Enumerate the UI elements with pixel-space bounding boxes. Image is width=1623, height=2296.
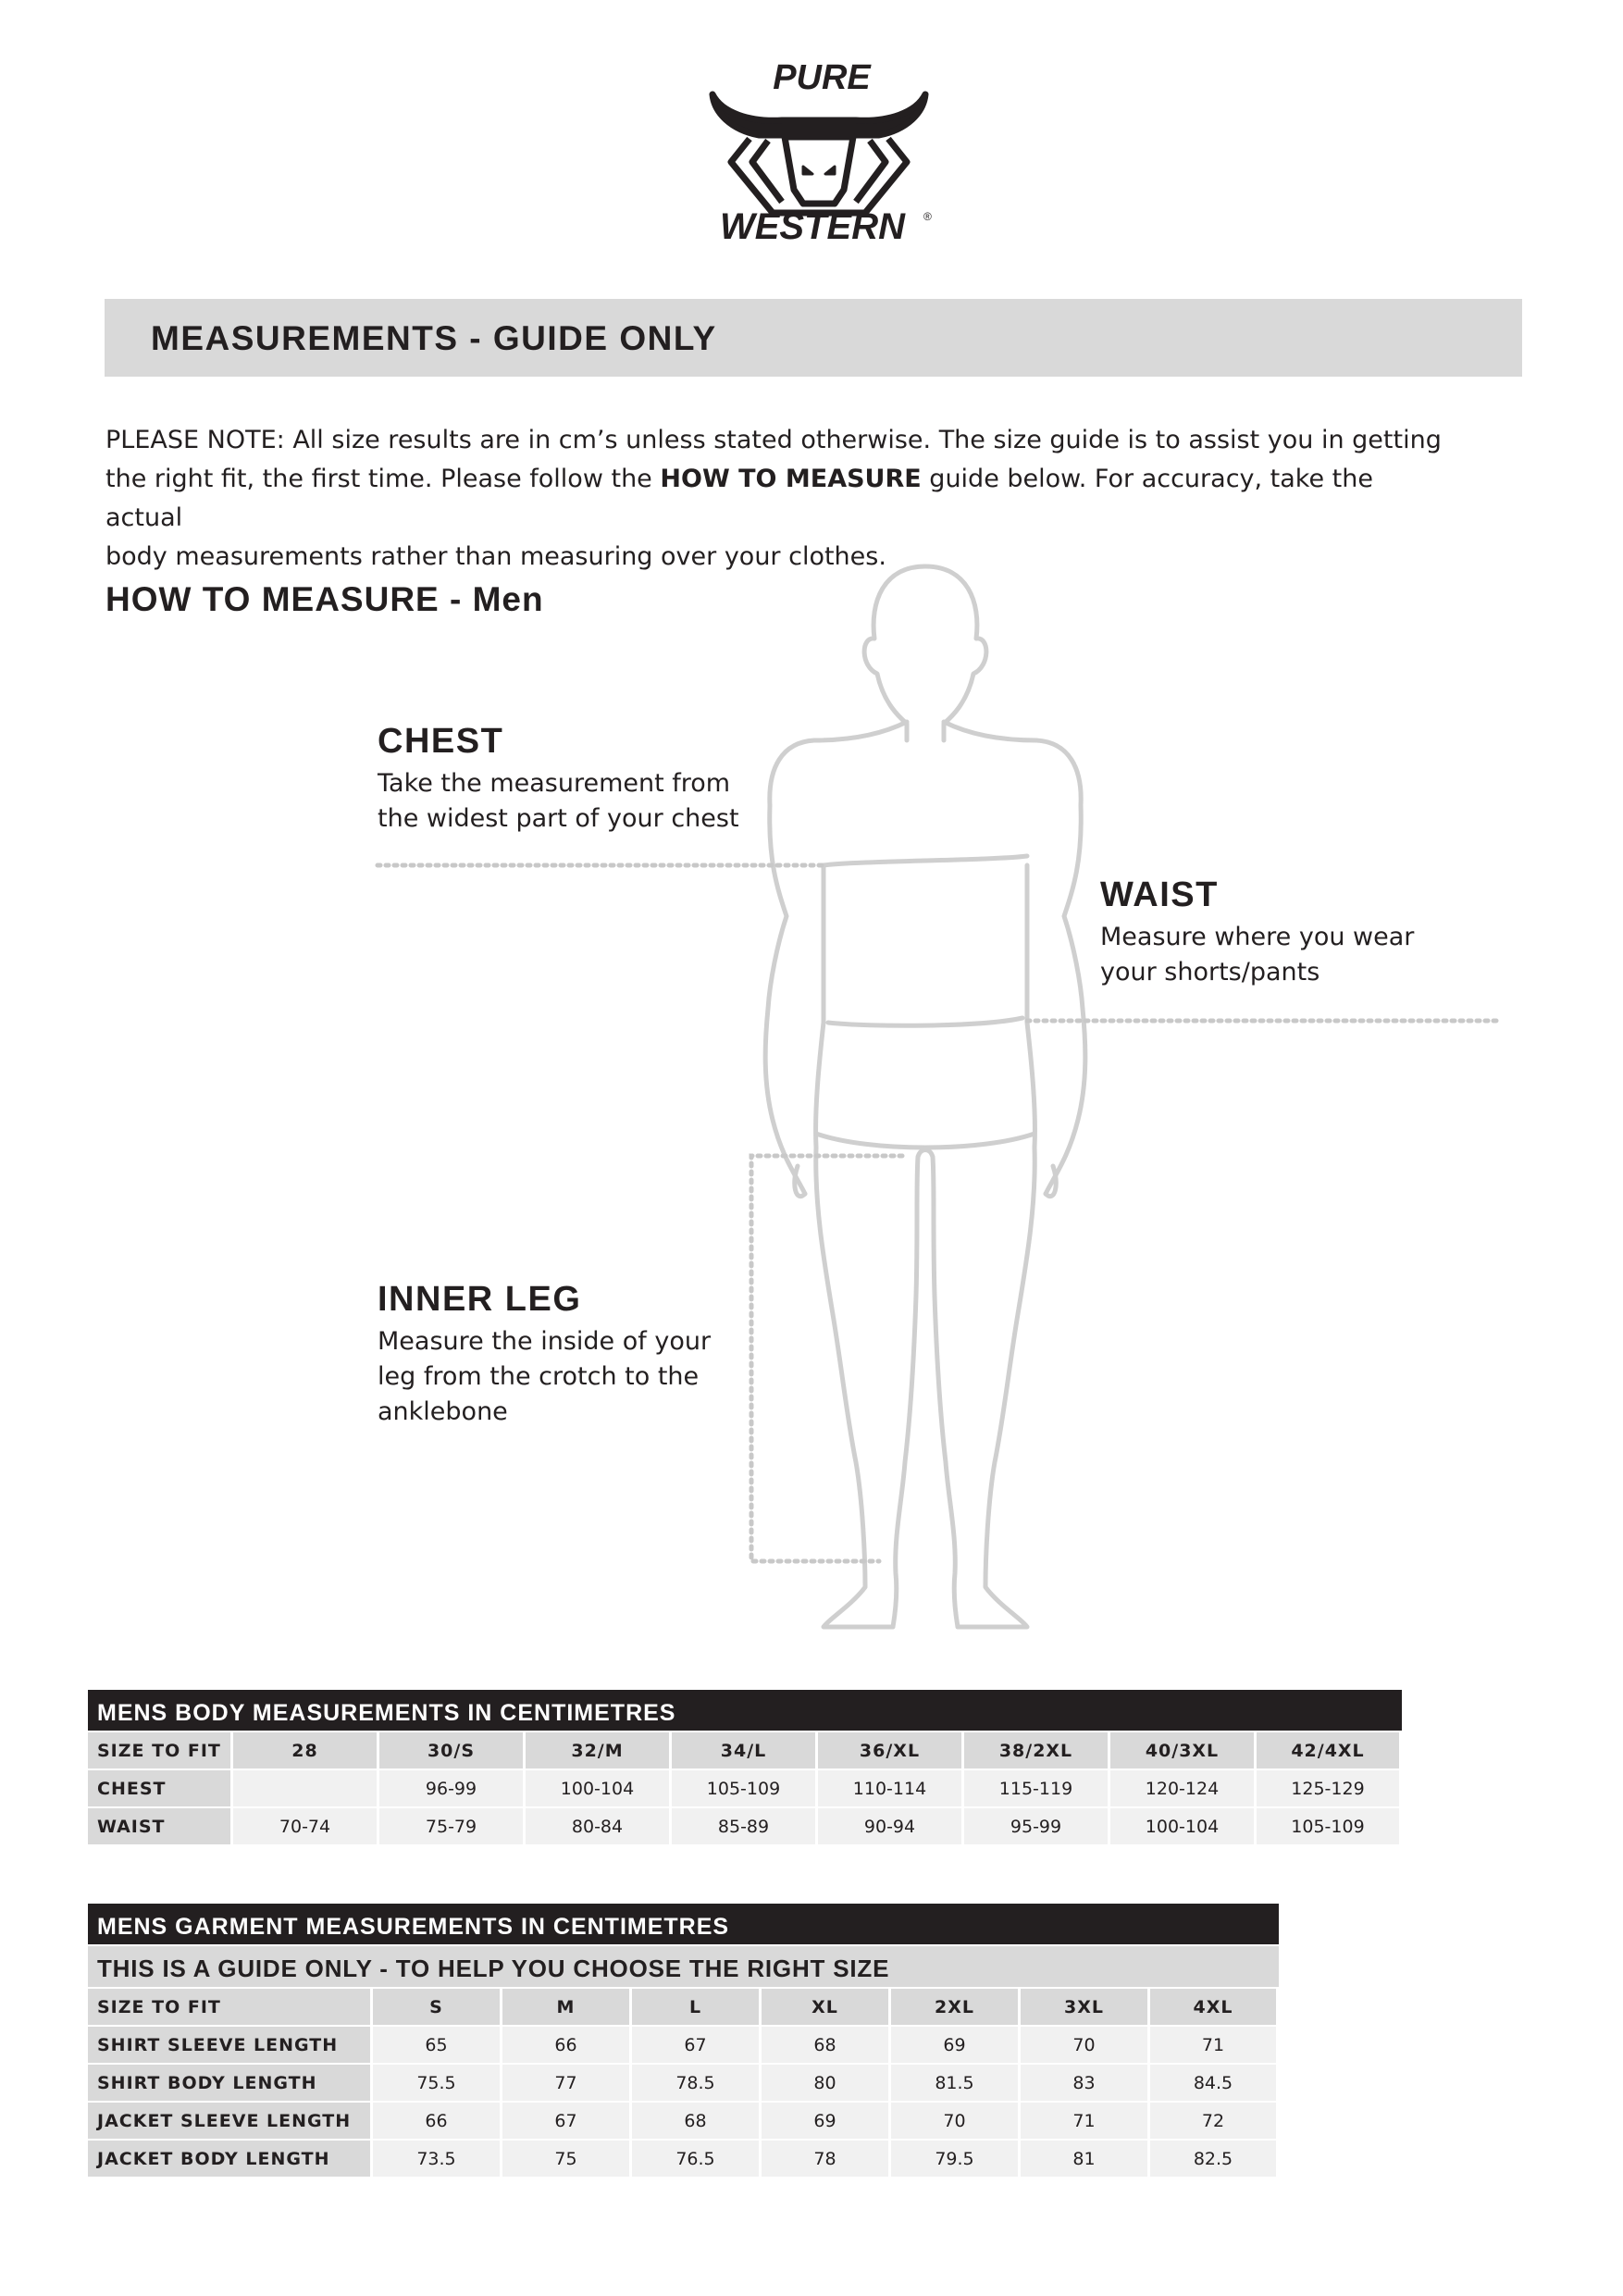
table-cell: 80-84 — [526, 1806, 672, 1844]
waist-description-line-2: your shorts/pants — [1100, 958, 1320, 987]
table-row — [88, 2139, 1279, 2177]
table-cell: 90-94 — [818, 1806, 964, 1844]
table-cell: 95-99 — [964, 1806, 1110, 1844]
section-banner — [105, 299, 1522, 377]
note-line-2 — [105, 460, 1456, 538]
table-cell: 77 — [502, 2063, 632, 2101]
table-header-cell: 4XL — [1150, 1987, 1279, 2025]
chest-description-line-2: the widest part of your chest — [378, 804, 739, 833]
row-label: JACKET BODY LENGTH — [88, 2139, 373, 2177]
table-header-cell: 28 — [233, 1731, 379, 1769]
pure-western-logo — [694, 56, 944, 250]
table-row — [88, 2101, 1279, 2139]
chest-description — [378, 766, 766, 837]
mens-garment-measurements-table — [88, 1904, 1279, 2177]
table-header-row — [88, 1731, 1402, 1769]
table-header-cell: M — [502, 1987, 632, 2025]
table-cell: 66 — [373, 2101, 502, 2139]
table-cell: 79.5 — [891, 2139, 1021, 2177]
table-cell: 81 — [1021, 2139, 1150, 2177]
table-cell: 82.5 — [1150, 2139, 1279, 2177]
table-cell: 69 — [891, 2025, 1021, 2063]
table-header-cell: 34/L — [672, 1731, 818, 1769]
waist-description-line-1: Measure where you wear — [1100, 923, 1415, 951]
table-header-cell: S — [373, 1987, 502, 2025]
table-cell: 110-114 — [818, 1769, 964, 1806]
inner-leg-description-line-2: leg from the crotch to the — [378, 1362, 700, 1391]
table-cell: 75 — [502, 2139, 632, 2177]
table-title: MENS GARMENT MEASUREMENTS IN CENTIMETRES — [88, 1904, 1279, 1944]
row-label: WAIST — [88, 1806, 233, 1844]
note-line-2-pre: the right fit, the first time. Please follow the — [105, 465, 661, 493]
table-cell: 96-99 — [379, 1769, 526, 1806]
table-subtitle: THIS IS A GUIDE ONLY - TO HELP YOU CHOOSE THE RIGHT SIZE — [88, 1944, 1279, 1987]
inner-leg-description-line-3: anklebone — [378, 1397, 508, 1426]
table-cell: 81.5 — [891, 2063, 1021, 2101]
table-cell: 75-79 — [379, 1806, 526, 1844]
waist-description — [1100, 920, 1489, 990]
note-how-to-measure-bold: HOW TO MEASURE — [660, 465, 922, 493]
table-cell: 125-129 — [1257, 1769, 1402, 1806]
page-title: MEASUREMENTS - GUIDE ONLY — [151, 319, 717, 357]
note-line-2-post: guide below. For accuracy, take the actual — [105, 465, 1373, 532]
table-header-cell: 40/3XL — [1110, 1731, 1257, 1769]
table-cell: 69 — [762, 2101, 891, 2139]
table-header-cell: 38/2XL — [964, 1731, 1110, 1769]
table-cell: 70-74 — [233, 1806, 379, 1844]
table-cell: 84.5 — [1150, 2063, 1279, 2101]
table-cell: 120-124 — [1110, 1769, 1257, 1806]
table-cell: 65 — [373, 2025, 502, 2063]
table-header-cell: 2XL — [891, 1987, 1021, 2025]
row-label: CHEST — [88, 1769, 233, 1806]
bull-head-icon — [712, 94, 925, 213]
table-header-row — [88, 1987, 1279, 2025]
note-line-1: PLEASE NOTE: All size results are in cm’s unless stated otherwise. The size guide is to assist you in getting — [105, 426, 1442, 454]
table-cell: 73.5 — [373, 2139, 502, 2177]
row-label: SHIRT BODY LENGTH — [88, 2063, 373, 2101]
inner-leg-guide-line — [751, 1156, 902, 1561]
mens-body-measurements-table — [88, 1690, 1402, 1844]
table-header-cell: SIZE TO FIT — [88, 1987, 373, 2025]
body-silhouette — [765, 566, 1085, 1627]
registered-mark: ® — [923, 210, 932, 223]
logo-text-western: WESTERN — [720, 206, 905, 247]
table-header-cell: 42/4XL — [1257, 1731, 1402, 1769]
row-label: SHIRT SLEEVE LENGTH — [88, 2025, 373, 2063]
table-cell: 72 — [1150, 2101, 1279, 2139]
note-line-3: body measurements rather than measuring over your clothes. — [105, 542, 886, 571]
table-cell: 70 — [1021, 2025, 1150, 2063]
how-to-measure-heading: HOW TO MEASURE - Men — [105, 580, 544, 618]
table-title-row — [88, 1690, 1402, 1731]
inner-leg-description — [378, 1324, 766, 1430]
table-cell: 71 — [1150, 2025, 1279, 2063]
row-label: JACKET SLEEVE LENGTH — [88, 2101, 373, 2139]
table-cell: 66 — [502, 2025, 632, 2063]
table-title-row — [88, 1904, 1279, 1944]
table-header-cell: 32/M — [526, 1731, 672, 1769]
table-cell: 115-119 — [964, 1769, 1110, 1806]
table-cell: 105-109 — [672, 1769, 818, 1806]
table-cell — [233, 1769, 379, 1806]
table-cell: 68 — [762, 2025, 891, 2063]
table-cell: 71 — [1021, 2101, 1150, 2139]
table-cell: 83 — [1021, 2063, 1150, 2101]
table-header-cell: XL — [762, 1987, 891, 2025]
table-cell: 70 — [891, 2101, 1021, 2139]
waist-heading: WAIST — [1100, 875, 1219, 914]
table-row — [88, 1769, 1402, 1806]
please-note-paragraph — [105, 421, 1456, 577]
chest-heading: CHEST — [378, 722, 504, 761]
table-cell: 85-89 — [672, 1806, 818, 1844]
table-header-cell: 36/XL — [818, 1731, 964, 1769]
table-cell: 100-104 — [526, 1769, 672, 1806]
table-header-cell: L — [632, 1987, 762, 2025]
inner-leg-heading: INNER LEG — [378, 1280, 582, 1319]
table-row — [88, 1806, 1402, 1844]
logo-text-pure: PURE — [773, 58, 871, 97]
table-header-cell: 30/S — [379, 1731, 526, 1769]
table-cell: 67 — [502, 2101, 632, 2139]
inner-leg-description-line-1: Measure the inside of your — [378, 1327, 712, 1356]
table-cell: 68 — [632, 2101, 762, 2139]
table-title: MENS BODY MEASUREMENTS IN CENTIMETRES — [88, 1690, 1402, 1731]
table-cell: 76.5 — [632, 2139, 762, 2177]
table-row — [88, 2025, 1279, 2063]
table-row — [88, 2063, 1279, 2101]
table-cell: 75.5 — [373, 2063, 502, 2101]
table-cell: 80 — [762, 2063, 891, 2101]
table-header-cell: 3XL — [1021, 1987, 1150, 2025]
table-header-cell: SIZE TO FIT — [88, 1731, 233, 1769]
table-cell: 78 — [762, 2139, 891, 2177]
table-subtitle-row — [88, 1944, 1279, 1987]
chest-description-line-1: Take the measurement from — [378, 769, 731, 798]
table-cell: 78.5 — [632, 2063, 762, 2101]
table-cell: 100-104 — [1110, 1806, 1257, 1844]
table-cell: 67 — [632, 2025, 762, 2063]
table-cell: 105-109 — [1257, 1806, 1402, 1844]
